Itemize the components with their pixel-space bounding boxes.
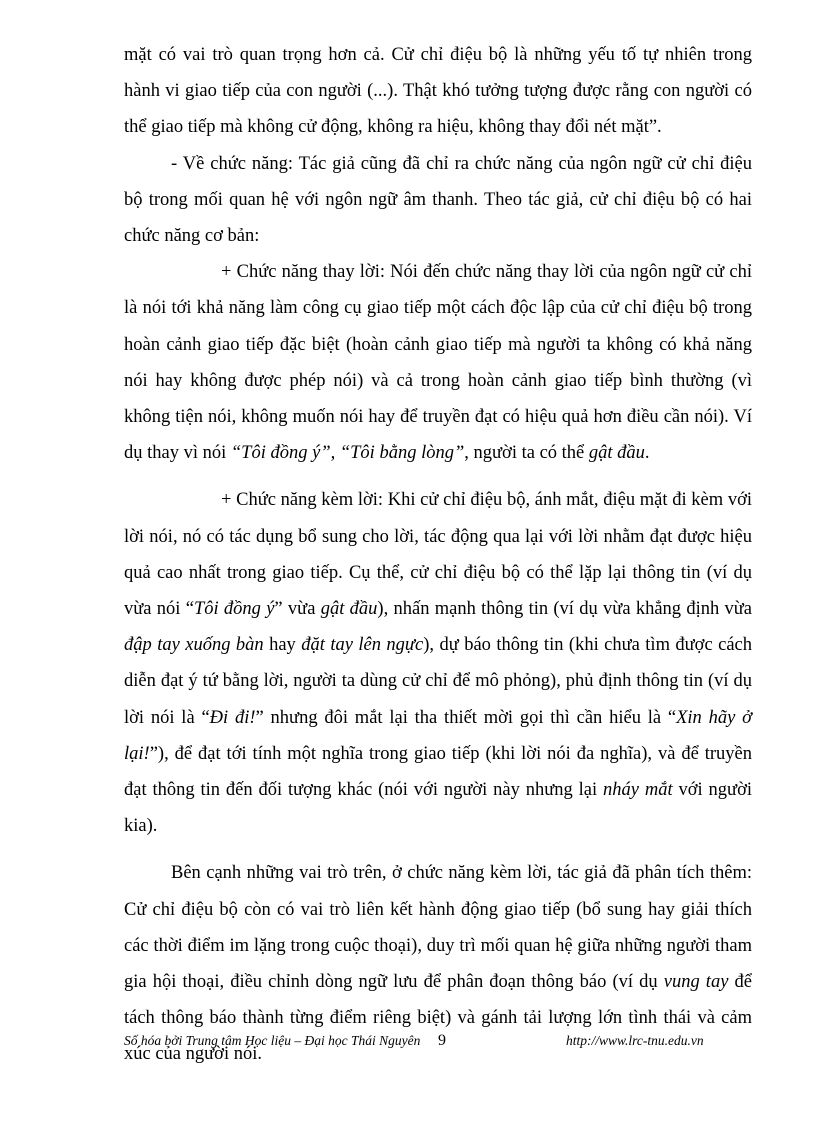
paragraph [124, 254, 752, 471]
text-segment: - Về chức năng: Tác giả cũng đã chỉ ra chức năng của ngôn ngữ cử chỉ điệu bộ trong mối quan hệ với ngôn ngữ âm thanh. Theo tác giả, cử chỉ điệu bộ có hai chức năng cơ bản: [124, 153, 752, 247]
italic-text-segment: gật đầu [320, 599, 378, 620]
footer-url[interactable]: http://www.lrc-tnu.edu.vn [566, 1033, 704, 1048]
paragraph [124, 482, 752, 844]
italic-text-segment: Đi đi! [209, 707, 256, 728]
text-segment: mặt có vai trò quan trọng hơn cả. Cử chỉ điệu bộ là những yếu tố tự nhiên trong hành vi giao tiếp của con người (...). Thật khó tưởng tượng được rằng con người có thể giao tiếp mà không cử động, không ra hiệu, không thay đổi nét mặt”. [124, 45, 752, 138]
text-segment: ” vừa [274, 599, 321, 620]
italic-text-segment: gật đầu [588, 443, 645, 464]
text-segment: ), nhấn mạnh thông tin (ví dụ vừa khẳng định vừa [377, 599, 753, 620]
italic-text-segment: nháy mắt [603, 780, 673, 801]
text-segment: , người ta có thể [464, 443, 589, 464]
paragraph [124, 146, 752, 255]
text-segment: + Chức năng kèm lời: Khi cử chỉ điệu bộ, ánh mắt, điệu mặt đi kèm với lời nói, nó có tác dụng bổ sung cho lời, tác động qua lại với lời nhằm đạt được hiệu quả cao nhất trong giao tiếp. Cụ thể, cử chỉ điệu bộ có thể lặp lại thông tin (ví dụ vừa nói “ [124, 490, 752, 620]
italic-text-segment: Tôi đồng ý [193, 599, 275, 620]
text-segment: để tách thông báo thành từng điểm riêng biệt) và gánh tải lượng lớn tình thái và cảm xúc của người nói. [124, 972, 752, 1065]
text-segment: ” nhưng đôi mắt lại tha thiết mời gọi thì cần hiểu là “ [255, 707, 677, 728]
italic-text-segment: “Tôi đồng ý”, “Tôi bằng lòng” [230, 443, 465, 464]
text-segment: ”), để đạt tới tính một nghĩa trong giao tiếp (khi lời nói đa nghĩa), và để truyền đạt thông tin đến đối tượng khác (nói với người này nhưng lại [124, 743, 752, 801]
italic-text-segment: đập tay xuống bàn [124, 635, 264, 656]
text-segment: hay [263, 635, 302, 656]
footer-credit: Số hóa bởi Trung tâm Học liệu – Đại học Thái Nguyên [124, 1033, 421, 1048]
page-number: 9 [438, 1032, 446, 1049]
text-segment: Bên cạnh những vai trò trên, ở chức năng kèm lời, tác giả đã phân tích thêm: Cử chỉ điệu bộ còn có vai trò liên kết hành động giao tiếp (bổ sung hay giải thích các thời điểm im lặng trong cuộc thoại), duy trì mối quan hệ giữa những người tham gia hội thoại, điều chỉnh dòng ngữ lưu để phân đoạn thông báo (ví dụ [124, 863, 752, 993]
italic-text-segment: vung tay [663, 972, 729, 993]
text-segment: với người kia). [124, 780, 752, 837]
body-text [124, 37, 752, 1073]
text-segment: + Chức năng thay lời: Nói đến chức năng thay lời của ngôn ngữ cử chỉ là nói tới khả năng làm công cụ giao tiếp một cách độc lập của cử chỉ điệu bộ trong hoàn cảnh giao tiếp đặc biệt (hoàn cảnh giao tiếp mà người ta không có khả năng nói hay không được phép nói) và cả trong hoàn cảnh giao tiếp bình thường (vì không tiện nói, không muốn nói hay để truyền đạt có hiệu quả hơn điều cần nói). Ví dụ thay vì nói [124, 262, 752, 464]
italic-text-segment: đặt tay lên ngực [301, 635, 424, 656]
page-footer [0, 1033, 816, 1055]
text-segment: ), dự báo thông tin (khi chưa tìm được cách diễn đạt ý tứ bằng lời, người ta dùng cử chỉ để mô phỏng), phủ định thông tin (ví dụ lời nói là “ [124, 635, 753, 728]
paragraph [124, 37, 752, 146]
text-segment: . [644, 443, 650, 464]
italic-text-segment: Xin hãy ở lại! [124, 707, 752, 764]
